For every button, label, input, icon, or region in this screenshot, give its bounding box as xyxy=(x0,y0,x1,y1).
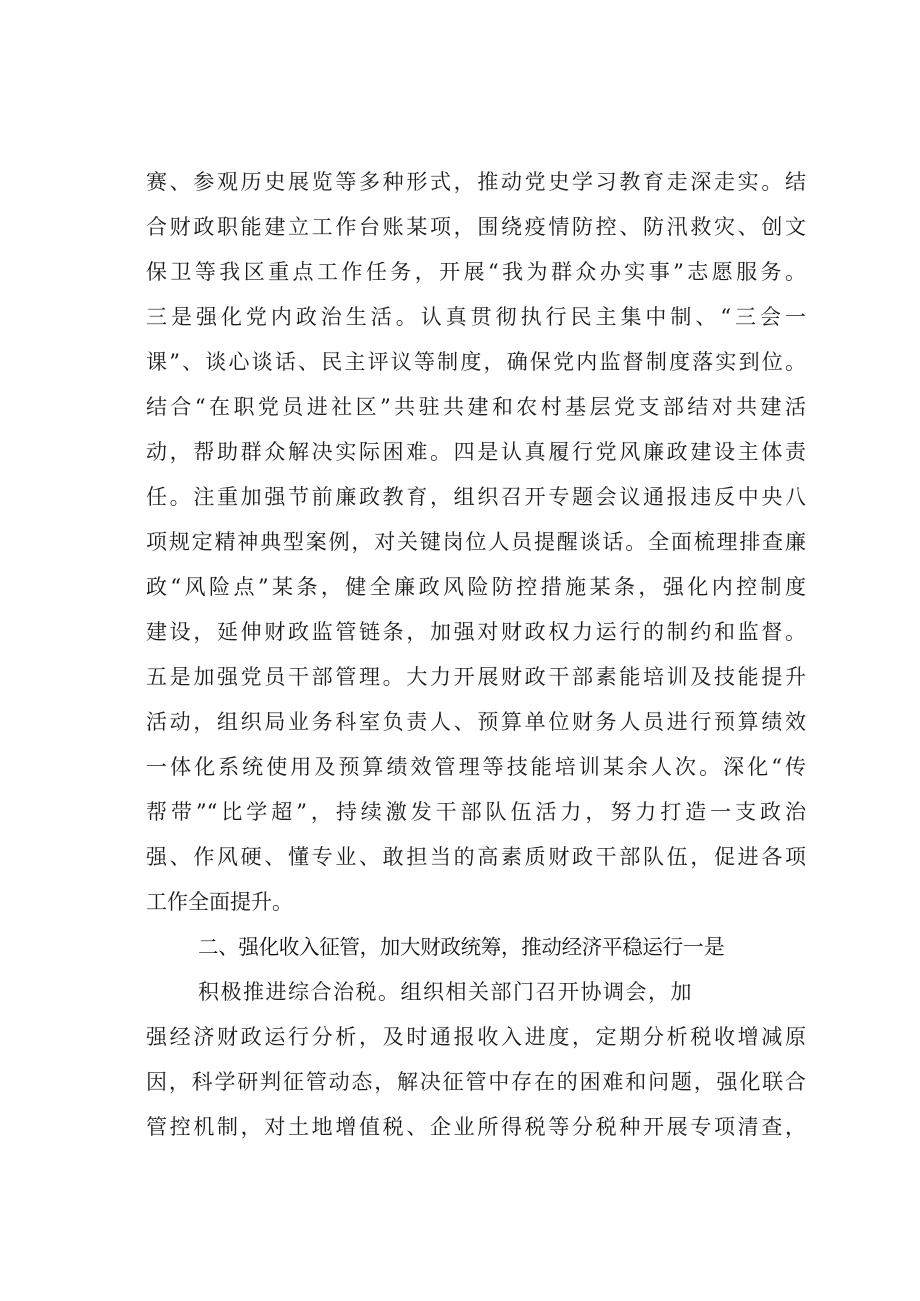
paragraph-line: 管控机制，对土地增值税、企业所得税等分税种开展专项清查， xyxy=(146,1115,806,1139)
paragraph-line: 工作全面提升。 xyxy=(146,890,293,914)
paragraph-line: 强、作风硬、懂专业、敢担当的高素质财政干部队伍，促进各项 xyxy=(146,845,806,869)
paragraph-line: 赛、参观历史展览等多种形式，推动党史学习教育走深走实。结 xyxy=(146,170,806,194)
document-body xyxy=(146,160,806,1150)
paragraph-line: 政“风险点”某条，健全廉政风险防控措施某条，强化内控制度 xyxy=(146,575,806,599)
paragraph-line: 三是强化党内政治生活。认真贯彻执行民主集中制、“三会一 xyxy=(146,305,806,329)
paragraph-line: 帮带”“比学超”，持续激发干部队伍活力，努力打造一支政治 xyxy=(146,800,806,824)
paragraph-line: 强经济财政运行分析，及时通报收入进度，定期分析税收增减原 xyxy=(146,1025,806,1049)
paragraph-line: 因，科学研判征管动态，解决征管中存在的困难和问题，强化联合 xyxy=(146,1070,806,1094)
paragraph-line: 课”、谈心谈话、民主评议等制度，确保党内监督制度落实到位。 xyxy=(146,350,806,374)
paragraph-line: 合财政职能建立工作台账某项，围绕疫情防控、防汛救灾、创文 xyxy=(146,215,806,239)
paragraph-line: 建设，延伸财政监管链条，加强对财政权力运行的制约和监督。 xyxy=(146,620,806,644)
paragraph-line: 五是加强党员干部管理。大力开展财政干部素能培训及技能提升 xyxy=(146,665,806,689)
section-heading-title: 二、强化收入征管，加大财政统筹，推动经济平稳运行 xyxy=(198,935,683,959)
paragraph-line: 结合“在职党员进社区”共驻共建和农村基层党支部结对共建活 xyxy=(146,395,806,419)
paragraph-line: 保卫等我区重点工作任务，开展“我为群众办实事”志愿服务。 xyxy=(146,260,806,284)
paragraph-line: 动，帮助群众解决实际困难。四是认真履行党风廉政建设主体责 xyxy=(146,440,806,464)
section-heading-lead: 一是 xyxy=(682,935,725,959)
section-heading xyxy=(146,925,806,970)
paragraph-line: 一体化系统使用及预算绩效管理等技能培训某余人次。深化“传 xyxy=(146,755,806,779)
paragraph-line: 活动，组织局业务科室负责人、预算单位财务人员进行预算绩效 xyxy=(146,710,806,734)
paragraph-line: 积极推进综合治税。组织相关部门召开协调会，加 xyxy=(198,980,693,1004)
paragraph-line: 任。注重加强节前廉政教育，组织召开专题会议通报违反中央八 xyxy=(146,485,806,509)
paragraph-line: 项规定精神典型案例，对关键岗位人员提醒谈话。全面梳理排查廉 xyxy=(146,530,806,554)
